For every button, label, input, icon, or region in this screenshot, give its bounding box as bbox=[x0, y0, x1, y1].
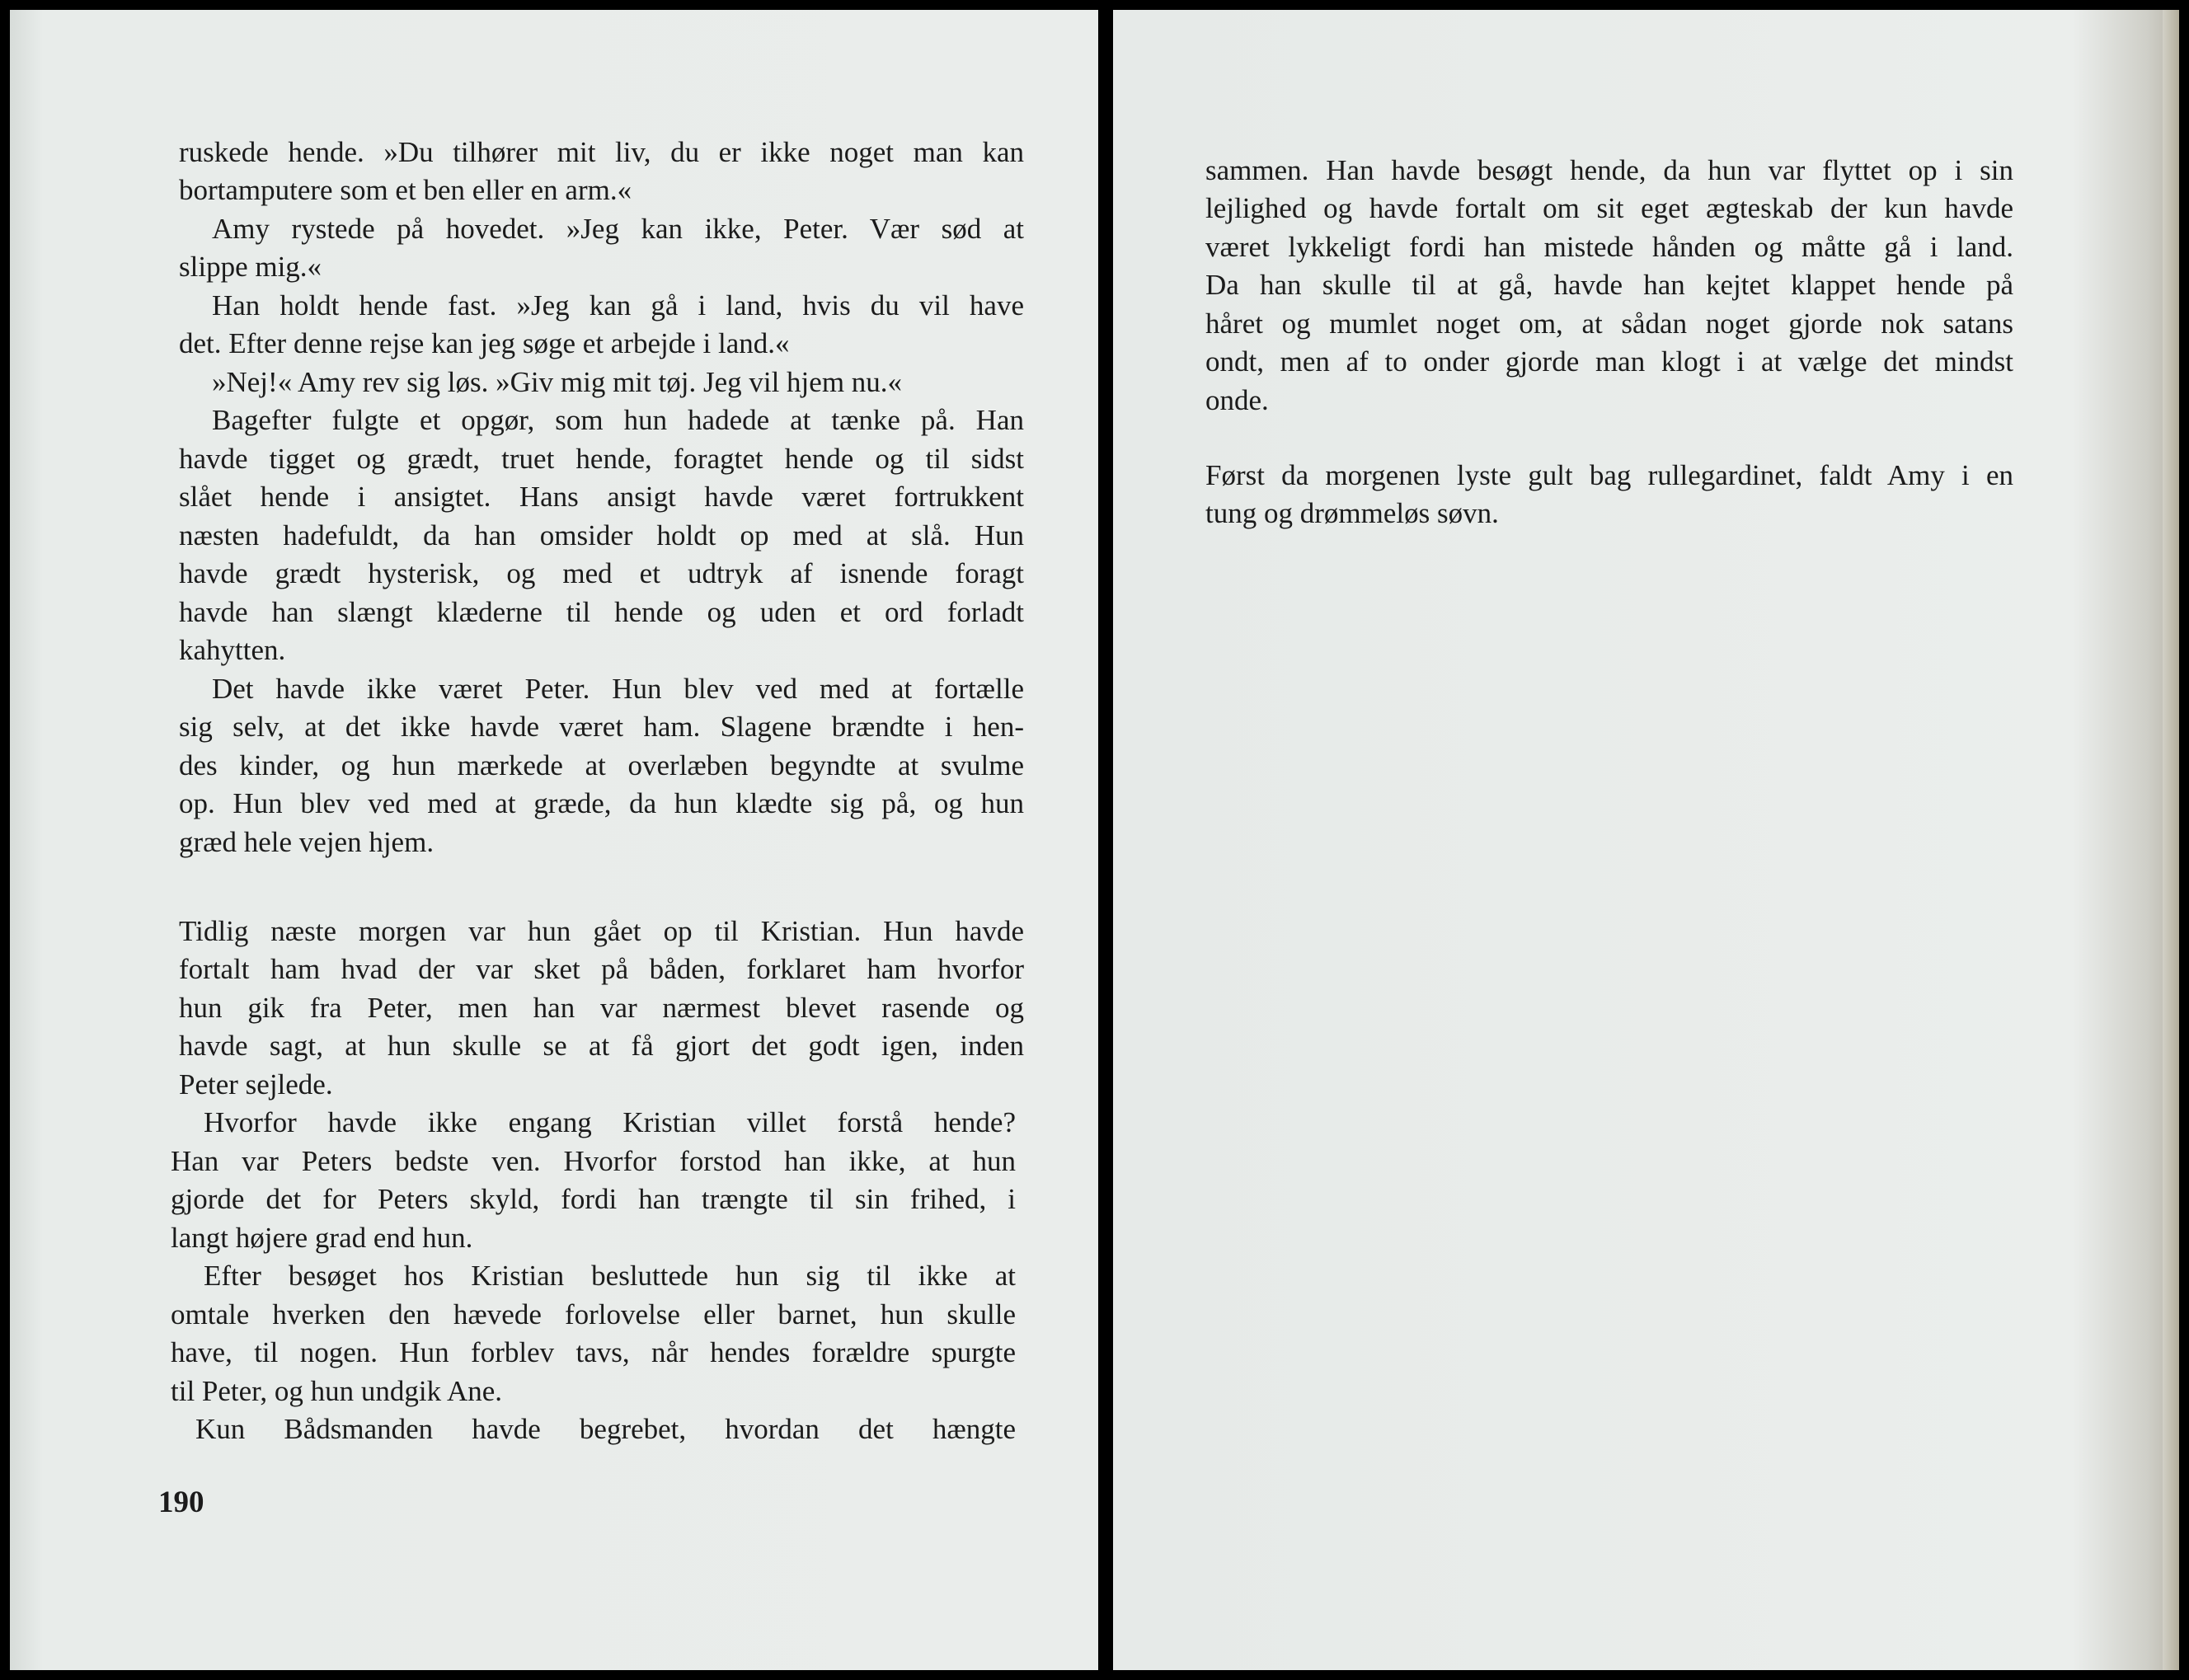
text-line: Han holdt hende fast. »Jeg kan gå i land, hvis du vil have bbox=[212, 289, 1024, 321]
text-line: slippe mig.« bbox=[179, 251, 322, 283]
page-edge bbox=[2163, 10, 2179, 1670]
text-line: sig selv, at det ikke havde været ham. Slagene brændte i hen- bbox=[179, 711, 1024, 743]
text-line: omtale hverken den hævede forlovelse eller barnet, hun skulle bbox=[171, 1298, 1016, 1330]
text-line: havde grædt hysterisk, og med et udtryk af isnende foragt bbox=[179, 557, 1024, 589]
text-line: græd hele vejen hjem. bbox=[179, 826, 435, 858]
text-line: slået hende i ansigtet. Hans ansigt havde været fortrukkent bbox=[179, 481, 1024, 513]
text-line: des kinder, og hun mærkede at overlæben begyndte at svulme bbox=[179, 749, 1024, 781]
text-line: Tidlig næste morgen var hun gået op til Kristian. Hun havde bbox=[179, 915, 1024, 947]
text-line: Først da morgenen lyste gult bag rullegardinet, faldt Amy i en bbox=[1205, 459, 2013, 491]
text-line: have, til nogen. Hun forblev tavs, når hendes forældre spurgte bbox=[171, 1336, 1016, 1368]
text-line: gjorde det for Peters skyld, fordi han trængte til sin frihed, i bbox=[171, 1183, 1016, 1215]
text-line: havde sagt, at hun skulle se at få gjort det godt igen, inden bbox=[179, 1030, 1024, 1062]
text-line: »Nej!« Amy rev sig løs. »Giv mig mit tøj. Jeg vil hjem nu.« bbox=[212, 366, 903, 398]
text-line: havde tigget og grædt, truet hende, foragtet hende og til sidst bbox=[179, 443, 1024, 475]
text-line: tung og drømmeløs søvn. bbox=[1205, 497, 1499, 529]
text-line: Han var Peters bedste ven. Hvorfor forstod han ikke, at hun bbox=[171, 1145, 1016, 1177]
text-line: hun gik fra Peter, men han var nærmest blevet rasende og bbox=[179, 992, 1024, 1024]
text-line: håret og mumlet noget om, at sådan noget gjorde nok satans bbox=[1205, 307, 2013, 340]
text-line: ruskede hende. »Du tilhører mit liv, du er ikke noget man kan bbox=[179, 136, 1024, 168]
text-line: Kun Bådsmanden havde begrebet, hvordan det hængte bbox=[195, 1413, 1016, 1445]
text-line: Da han skulle til at gå, havde han kejtet klappet hende på bbox=[1205, 269, 2013, 301]
text-line: Efter besøget hos Kristian besluttede hun sig til ikke at bbox=[204, 1260, 1016, 1292]
right-page-text bbox=[1205, 152, 2013, 564]
text-line: ondt, men af to onder gjorde man klogt i at vælge det mindst bbox=[1205, 345, 2013, 378]
text-line: lejlighed og havde fortalt om sit eget ægteskab der kun havde bbox=[1205, 192, 2013, 224]
text-line: Hvorfor havde ikke engang Kristian villet forstå hende? bbox=[204, 1106, 1016, 1138]
text-line: langt højere grad end hun. bbox=[171, 1222, 473, 1254]
left-page bbox=[10, 10, 1098, 1670]
text-line: bortamputere som et ben eller en arm.« bbox=[179, 174, 632, 206]
text-line: Amy rystede på hovedet. »Jeg kan ikke, Peter. Vær sød at bbox=[212, 213, 1024, 245]
text-line: Peter sejlede. bbox=[179, 1068, 333, 1100]
text-line: Bagefter fulgte et opgør, som hun hadede at tænke på. Han bbox=[212, 404, 1024, 436]
page-number: 190 bbox=[158, 1485, 204, 1519]
text-line: kahytten. bbox=[179, 634, 286, 666]
text-line: det. Efter denne rejse kan jeg søge et arbejde i land.« bbox=[179, 327, 790, 359]
right-page bbox=[1113, 10, 2179, 1670]
text-line: Det havde ikke været Peter. Hun blev ved med at fortælle bbox=[212, 673, 1024, 705]
text-line: havde han slængt klæderne til hende og uden et ord forladt bbox=[179, 596, 1024, 628]
text-line: næsten hadefuldt, da han omsider holdt op med at slå. Hun bbox=[179, 519, 1024, 551]
text-line: onde. bbox=[1205, 384, 1269, 416]
left-page-text bbox=[171, 134, 1024, 1452]
text-line: til Peter, og hun undgik Ane. bbox=[171, 1375, 503, 1407]
text-line: op. Hun blev ved med at græde, da hun klædte sig på, og hun bbox=[179, 787, 1024, 819]
text-line: sammen. Han havde besøgt hende, da hun var flyttet op i sin bbox=[1205, 154, 2013, 186]
text-line: fortalt ham hvad der var sket på båden, forklaret ham hvorfor bbox=[179, 953, 1024, 985]
text-line: været lykkeligt fordi han mistede hånden og måtte gå i land. bbox=[1205, 231, 2013, 263]
